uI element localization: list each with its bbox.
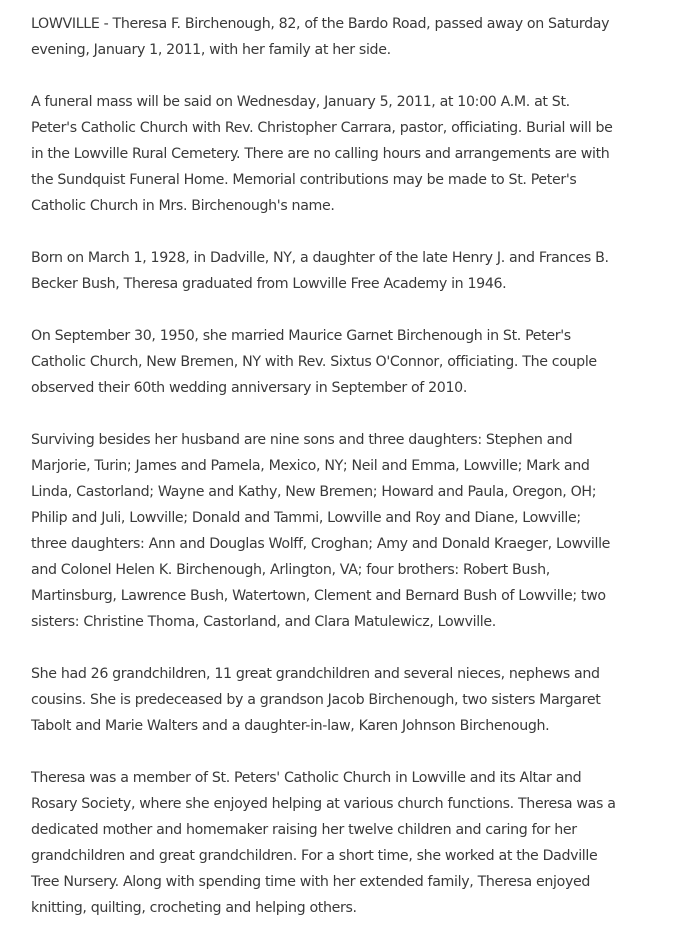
text-line: Linda, Castorland; Wayne and Kathy, New Bremen; Howard and Paula, Oregon, OH;	[31, 484, 597, 500]
text-line: Martinsburg, Lawrence Bush, Watertown, Clement and Bernard Bush of Lowville; two	[31, 588, 606, 604]
text-line: Catholic Church, New Bremen, NY with Rev. Sixtus O'Connor, officiating. The couple	[31, 354, 597, 370]
text-line: She had 26 grandchildren, 11 great grandchildren and several nieces, nephews and	[31, 666, 600, 682]
text-line: Becker Bush, Theresa graduated from Lowville Free Academy in 1946.	[31, 276, 507, 292]
paragraph-death-notice	[31, 11, 671, 63]
text-line: LOWVILLE - Theresa F. Birchenough, 82, of the Bardo Road, passed away on Saturday	[31, 16, 610, 32]
text-line: three daughters: Ann and Douglas Wolff, Croghan; Amy and Donald Kraeger, Lowville	[31, 536, 611, 552]
paragraph-funeral-arrangements	[31, 89, 671, 219]
text-line: Surviving besides her husband are nine sons and three daughters: Stephen and	[31, 432, 573, 448]
text-line: Rosary Society, where she enjoyed helping at various church functions. Theresa was a	[31, 796, 616, 812]
text-line: grandchildren and great grandchildren. For a short time, she worked at the Dadville	[31, 848, 598, 864]
text-line: cousins. She is predeceased by a grandson Jacob Birchenough, two sisters Margaret	[31, 692, 601, 708]
text-line: Philip and Juli, Lowville; Donald and Tammi, Lowville and Roy and Diane, Lowville;	[31, 510, 581, 526]
text-line: A funeral mass will be said on Wednesday, January 5, 2011, at 10:00 A.M. at St.	[31, 94, 570, 110]
paragraph-marriage	[31, 323, 671, 401]
text-line: evening, January 1, 2011, with her family at her side.	[31, 42, 391, 58]
text-line: and Colonel Helen K. Birchenough, Arlington, VA; four brothers: Robert Bush,	[31, 562, 550, 578]
text-line: Tree Nursery. Along with spending time with her extended family, Theresa enjoyed	[31, 874, 591, 890]
text-line: Theresa was a member of St. Peters' Catholic Church in Lowville and its Altar and	[31, 770, 582, 786]
text-line: Marjorie, Turin; James and Pamela, Mexico, NY; Neil and Emma, Lowville; Mark and	[31, 458, 590, 474]
obituary-article	[31, 11, 671, 947]
text-line: Catholic Church in Mrs. Birchenough's name.	[31, 198, 335, 214]
text-line: knitting, quilting, crocheting and helping others.	[31, 900, 357, 916]
text-line: in the Lowville Rural Cemetery. There are no calling hours and arrangements are with	[31, 146, 610, 162]
text-line: sisters: Christine Thoma, Castorland, and Clara Matulewicz, Lowville.	[31, 614, 496, 630]
text-line: On September 30, 1950, she married Maurice Garnet Birchenough in St. Peter's	[31, 328, 571, 344]
text-line: the Sundquist Funeral Home. Memorial contributions may be made to St. Peter's	[31, 172, 577, 188]
paragraph-early-life	[31, 245, 671, 297]
text-line: dedicated mother and homemaker raising her twelve children and caring for her	[31, 822, 577, 838]
text-line: Tabolt and Marie Walters and a daughter-in-law, Karen Johnson Birchenough.	[31, 718, 550, 734]
paragraph-life-activities	[31, 765, 671, 921]
text-line: Born on March 1, 1928, in Dadville, NY, a daughter of the late Henry J. and Frances B.	[31, 250, 609, 266]
text-line: observed their 60th wedding anniversary in September of 2010.	[31, 380, 467, 396]
paragraph-grandchildren	[31, 661, 671, 739]
text-line: Peter's Catholic Church with Rev. Christopher Carrara, pastor, officiating. Burial will be	[31, 120, 613, 136]
paragraph-survivors	[31, 427, 671, 635]
